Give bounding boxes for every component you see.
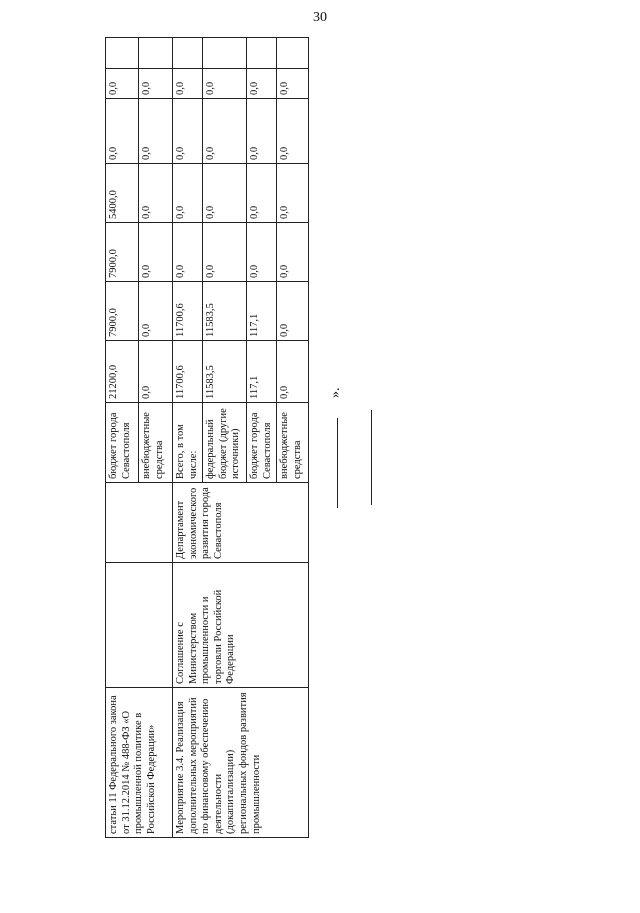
executor-cell: Департамент экономического развития города Севастополя [173, 483, 309, 563]
value-cell: 11700,6 [173, 341, 203, 403]
source-cell: Всего, в том числе: [173, 403, 203, 483]
value-cell: 11583,5 [203, 341, 247, 403]
value-cell: 0,0 [247, 99, 277, 164]
value-cell [173, 38, 203, 69]
agreement-cell [106, 563, 173, 688]
value-cell [203, 38, 247, 69]
value-cell: 0,0 [139, 223, 173, 282]
value-cell [277, 38, 309, 69]
source-cell: бюджет города Севастополя [247, 403, 277, 483]
value-cell: 0,0 [203, 164, 247, 223]
value-cell: 0,0 [173, 164, 203, 223]
value-cell: 7900,0 [106, 282, 139, 341]
source-cell: внебюджетные средства [277, 403, 309, 483]
agreement-cell: Соглашение с Министерством промышленности и торговли Российской Федерации [173, 563, 309, 688]
value-cell: 21200,0 [106, 341, 139, 403]
value-cell: 0,0 [277, 223, 309, 282]
value-cell: 0,0 [139, 99, 173, 164]
value-cell: 0,0 [247, 164, 277, 223]
value-cell: 0,0 [173, 99, 203, 164]
value-cell [247, 38, 277, 69]
source-cell: бюджет города Севастополя [106, 403, 139, 483]
value-cell [106, 38, 139, 69]
page-number: 30 [313, 10, 327, 25]
value-cell: 0,0 [247, 223, 277, 282]
value-cell: 0,0 [203, 99, 247, 164]
value-cell: 0,0 [277, 164, 309, 223]
value-cell: 11583,5 [203, 282, 247, 341]
source-cell: федеральный бюджет (другие источники) [203, 403, 247, 483]
measure-cell: статьи 11 Федерального закона от 31.12.2014 № 488-ФЗ «О промышленной политике в Российской Федерации» [106, 688, 173, 838]
value-cell: 11700,6 [173, 282, 203, 341]
value-cell: 0,0 [106, 69, 139, 99]
value-cell: 0,0 [139, 164, 173, 223]
value-cell: 0,0 [277, 99, 309, 164]
table-row [173, 38, 203, 838]
value-cell: 0,0 [277, 69, 309, 99]
value-cell: 7900,0 [106, 223, 139, 282]
value-cell: 117,1 [247, 282, 277, 341]
value-cell: 0,0 [139, 282, 173, 341]
value-cell: 0,0 [173, 223, 203, 282]
value-cell: 0,0 [139, 69, 173, 99]
value-cell: 117,1 [247, 341, 277, 403]
value-cell: 0,0 [277, 282, 309, 341]
value-cell [139, 38, 173, 69]
value-cell: 0,0 [247, 69, 277, 99]
value-cell: 0,0 [106, 99, 139, 164]
signature-line [371, 410, 372, 505]
value-cell: 5400,0 [106, 164, 139, 223]
signature-line [337, 418, 338, 508]
value-cell: 0,0 [203, 223, 247, 282]
value-cell: 0,0 [139, 341, 173, 403]
table-row [106, 38, 139, 838]
budget-table-rotated [105, 38, 305, 838]
executor-cell [106, 483, 173, 563]
measure-cell: Мероприятие 3.4. Реализация дополнительных мероприятий по финансовому обеспечению деятельности (докапитализации) региональных фондов развития промышленности [173, 688, 309, 838]
source-cell: внебюджетные средства [139, 403, 173, 483]
value-cell: 0,0 [277, 341, 309, 403]
budget-table [105, 37, 309, 838]
value-cell: 0,0 [203, 69, 247, 99]
closing-quote-mark: ». [328, 387, 343, 398]
value-cell: 0,0 [173, 69, 203, 99]
